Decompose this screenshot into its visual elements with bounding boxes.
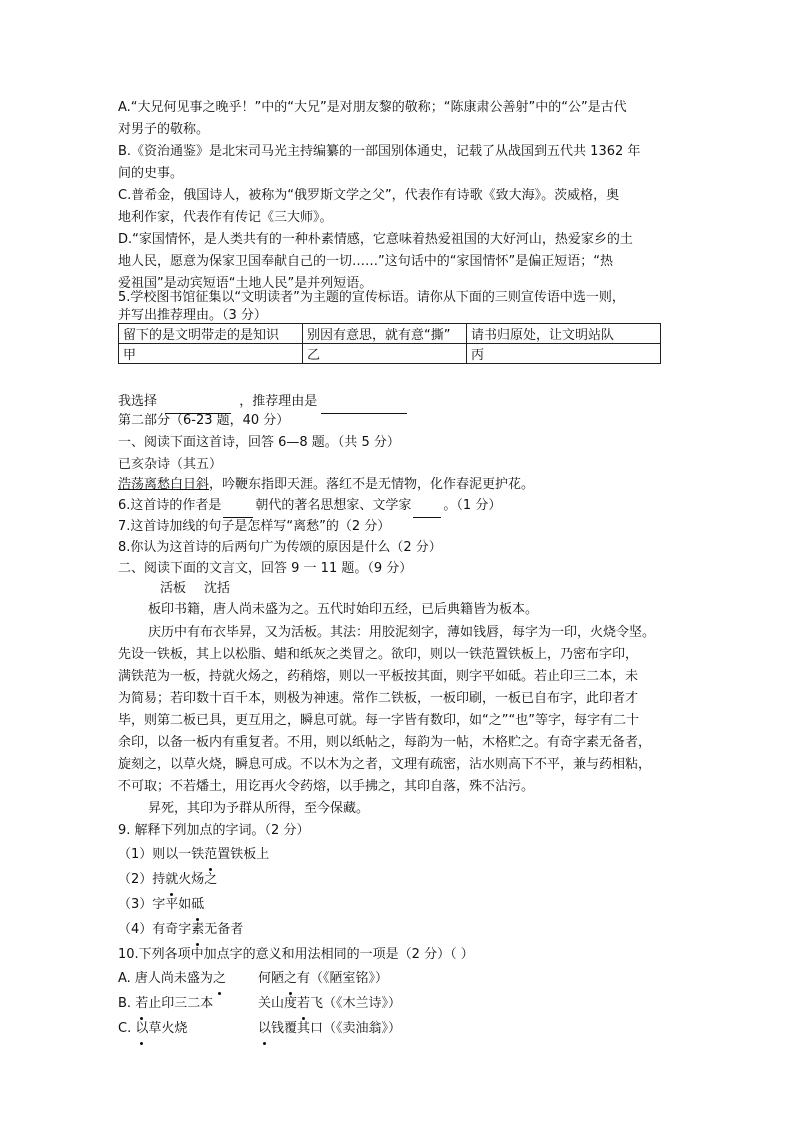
section1-heading: 一、阅读下面这首诗，回答 6—8 题。（共 5 分） [118, 435, 400, 450]
poem-title: 已亥杂诗（其五） [118, 457, 223, 472]
q9-item-3: （3）字平如砥 [118, 894, 678, 917]
option-d-line3: 爱祖国”是动宾短语“土地人民”是并列短语。 [118, 276, 373, 291]
q5-line1: 5.学校图书馆征集以“文明读者”为主题的宣传标语。请你从下面的三则宣传语中选一则， [118, 290, 625, 305]
q6: 6.这首诗的作者是 朝代的著名思想家、文学家 。（1 分） [118, 495, 678, 518]
q5-line2: 并写出推荐理由。（3 分） [118, 308, 267, 323]
slogan-table [118, 323, 661, 364]
wenyan-para-2-line7: 旋刻之，以草火烧，瞬息可成。不以木为之者，文理有疏密，沾水则高下不平，兼与药相粘， [118, 757, 652, 772]
wenyan-para-2-line4: 为简易；若印数十百千本，则极为神速。常作二铁板，一板印刷，一板已自布字，此印者才 [118, 691, 639, 706]
wenyan-title-line [160, 578, 720, 601]
option-b-line2: 间的史事。 [118, 166, 184, 181]
q8: 8.你认为这首诗的后两句广为传颂的原因是什么（2 分） [118, 540, 442, 555]
slogan-cell-3: 请书归原处，让文明站队 [467, 324, 661, 344]
wenyan-para-2-line6: 余印，以备一板内有重复者。不用，则以纸帖之，每韵为一帖，木格贮之。有奇字素无备者， [118, 735, 652, 750]
section2-heading: 二、阅读下面的文言文，回答 9 一 11 题。（9 分） [118, 561, 413, 576]
q9-item-1: （1）则以一铁范置铁板上 [118, 844, 678, 867]
wenyan-para-2-line5: 毕，则第二板已具，更互用之，瞬息可就。每一字皆有数印，如“之”“也”等字，每字有二十 [118, 713, 639, 728]
poem-text: 浩荡离愁白日斜，吟鞭东指即天涯。落红不是无情物，化作春泥更护花。 [118, 477, 535, 492]
wenyan-title: 活板 [160, 581, 187, 596]
slogan-label-1: 甲 [119, 344, 303, 364]
q9-item-4: （4）有奇字素无备者 [118, 919, 678, 942]
wenyan-author: 沈括 [204, 581, 231, 596]
q9-item-2: （2）持就火炀之 [118, 869, 678, 892]
q7: 7.这首诗加线的句子是怎样写“离愁”的（2 分） [118, 519, 391, 534]
slogan-label-row [119, 344, 661, 364]
wenyan-para-2-line3: 满铁范为一板，持就火炀之，药稍熔，则以一平板按其面，则字平如砥。若止印三二本，未 [118, 669, 639, 684]
option-d-line1: D.“家国情怀，是人类共有的一种朴素情感，它意味着热爱祖国的大好河山，热爱家乡的土 [118, 232, 633, 247]
option-a-line1: A.“大兄何见事之晚乎！”中的“大兄”是对朋友黎的敬称；“陈康肃公善射”中的“公”是古代 [118, 100, 627, 115]
wenyan-para-3: 昇死，其印为予群从所得，至今保藏。 [148, 801, 370, 816]
option-c-line1: C.普希金，俄国诗人，被称为“俄罗斯文学之父”，代表作有诗歌《致大海》。茨威格，奥 [118, 188, 620, 203]
slogan-cell-1: 留下的是文明带走的是知识 [119, 324, 303, 344]
part2-heading: 第二部分（6-23 题，40 分） [118, 413, 290, 428]
q10-option-b: B. 若止印三二本 关山度若飞（《木兰诗》） [118, 993, 678, 1016]
choice-line: 我选择 ，推荐理由是 [118, 391, 678, 414]
slogan-label-3: 丙 [467, 344, 661, 364]
q10: 10.下列各项中加点字的意义和用法相同的一项是（2 分）（ ） [118, 947, 474, 962]
option-d-line2: 地人民，愿意为保家卫国奉献自己的一切……”这句话中的“家国情怀”是偏正短语；“热 [118, 254, 613, 269]
wenyan-para-1: 板印书籍，唐人尚未盛为之。五代时始印五经，已后典籍皆为板本。 [148, 602, 539, 617]
wenyan-para-2-line2: 先设一铁板，其上以松脂、蜡和纸灰之类冒之。欲印，则以一铁范置铁板上，乃密布字印， [118, 647, 639, 662]
q10-option-c: C. 以草火烧 以钱覆其口（《卖油翁》） [118, 1018, 678, 1041]
option-a-line2: 对男子的敬称。 [118, 122, 210, 137]
q10-option-a: A. 唐人尚未盛为之 何陋之有（《陋室铭》） [118, 968, 678, 991]
option-b-line1: B.《资治通鉴》是北宋司马光主持编纂的一部国别体通史，记载了从战国到五代共 1362 年 [118, 144, 641, 159]
slogan-label-2: 乙 [303, 344, 467, 364]
wenyan-para-2-line8: 不可取；不若燔土，用讫再火令药熔，以手拂之，其印自落，殊不沾污。 [118, 779, 535, 794]
slogan-text-row [119, 324, 661, 344]
poem-underlined-line: 浩荡离愁白日斜 [118, 477, 210, 492]
slogan-cell-2: 别因有意思，就有意“撕” [303, 324, 467, 344]
wenyan-para-2-line1: 庆历中有布衣毕昇，又为活板。其法：用胶泥刻字，薄如钱唇，每字为一印，火烧令坚。 [148, 625, 656, 640]
option-c-line2: 地利作家，代表作有传记《三大师》。 [118, 210, 333, 225]
q9: 9. 解释下列加点的字词。（2 分） [118, 823, 310, 838]
